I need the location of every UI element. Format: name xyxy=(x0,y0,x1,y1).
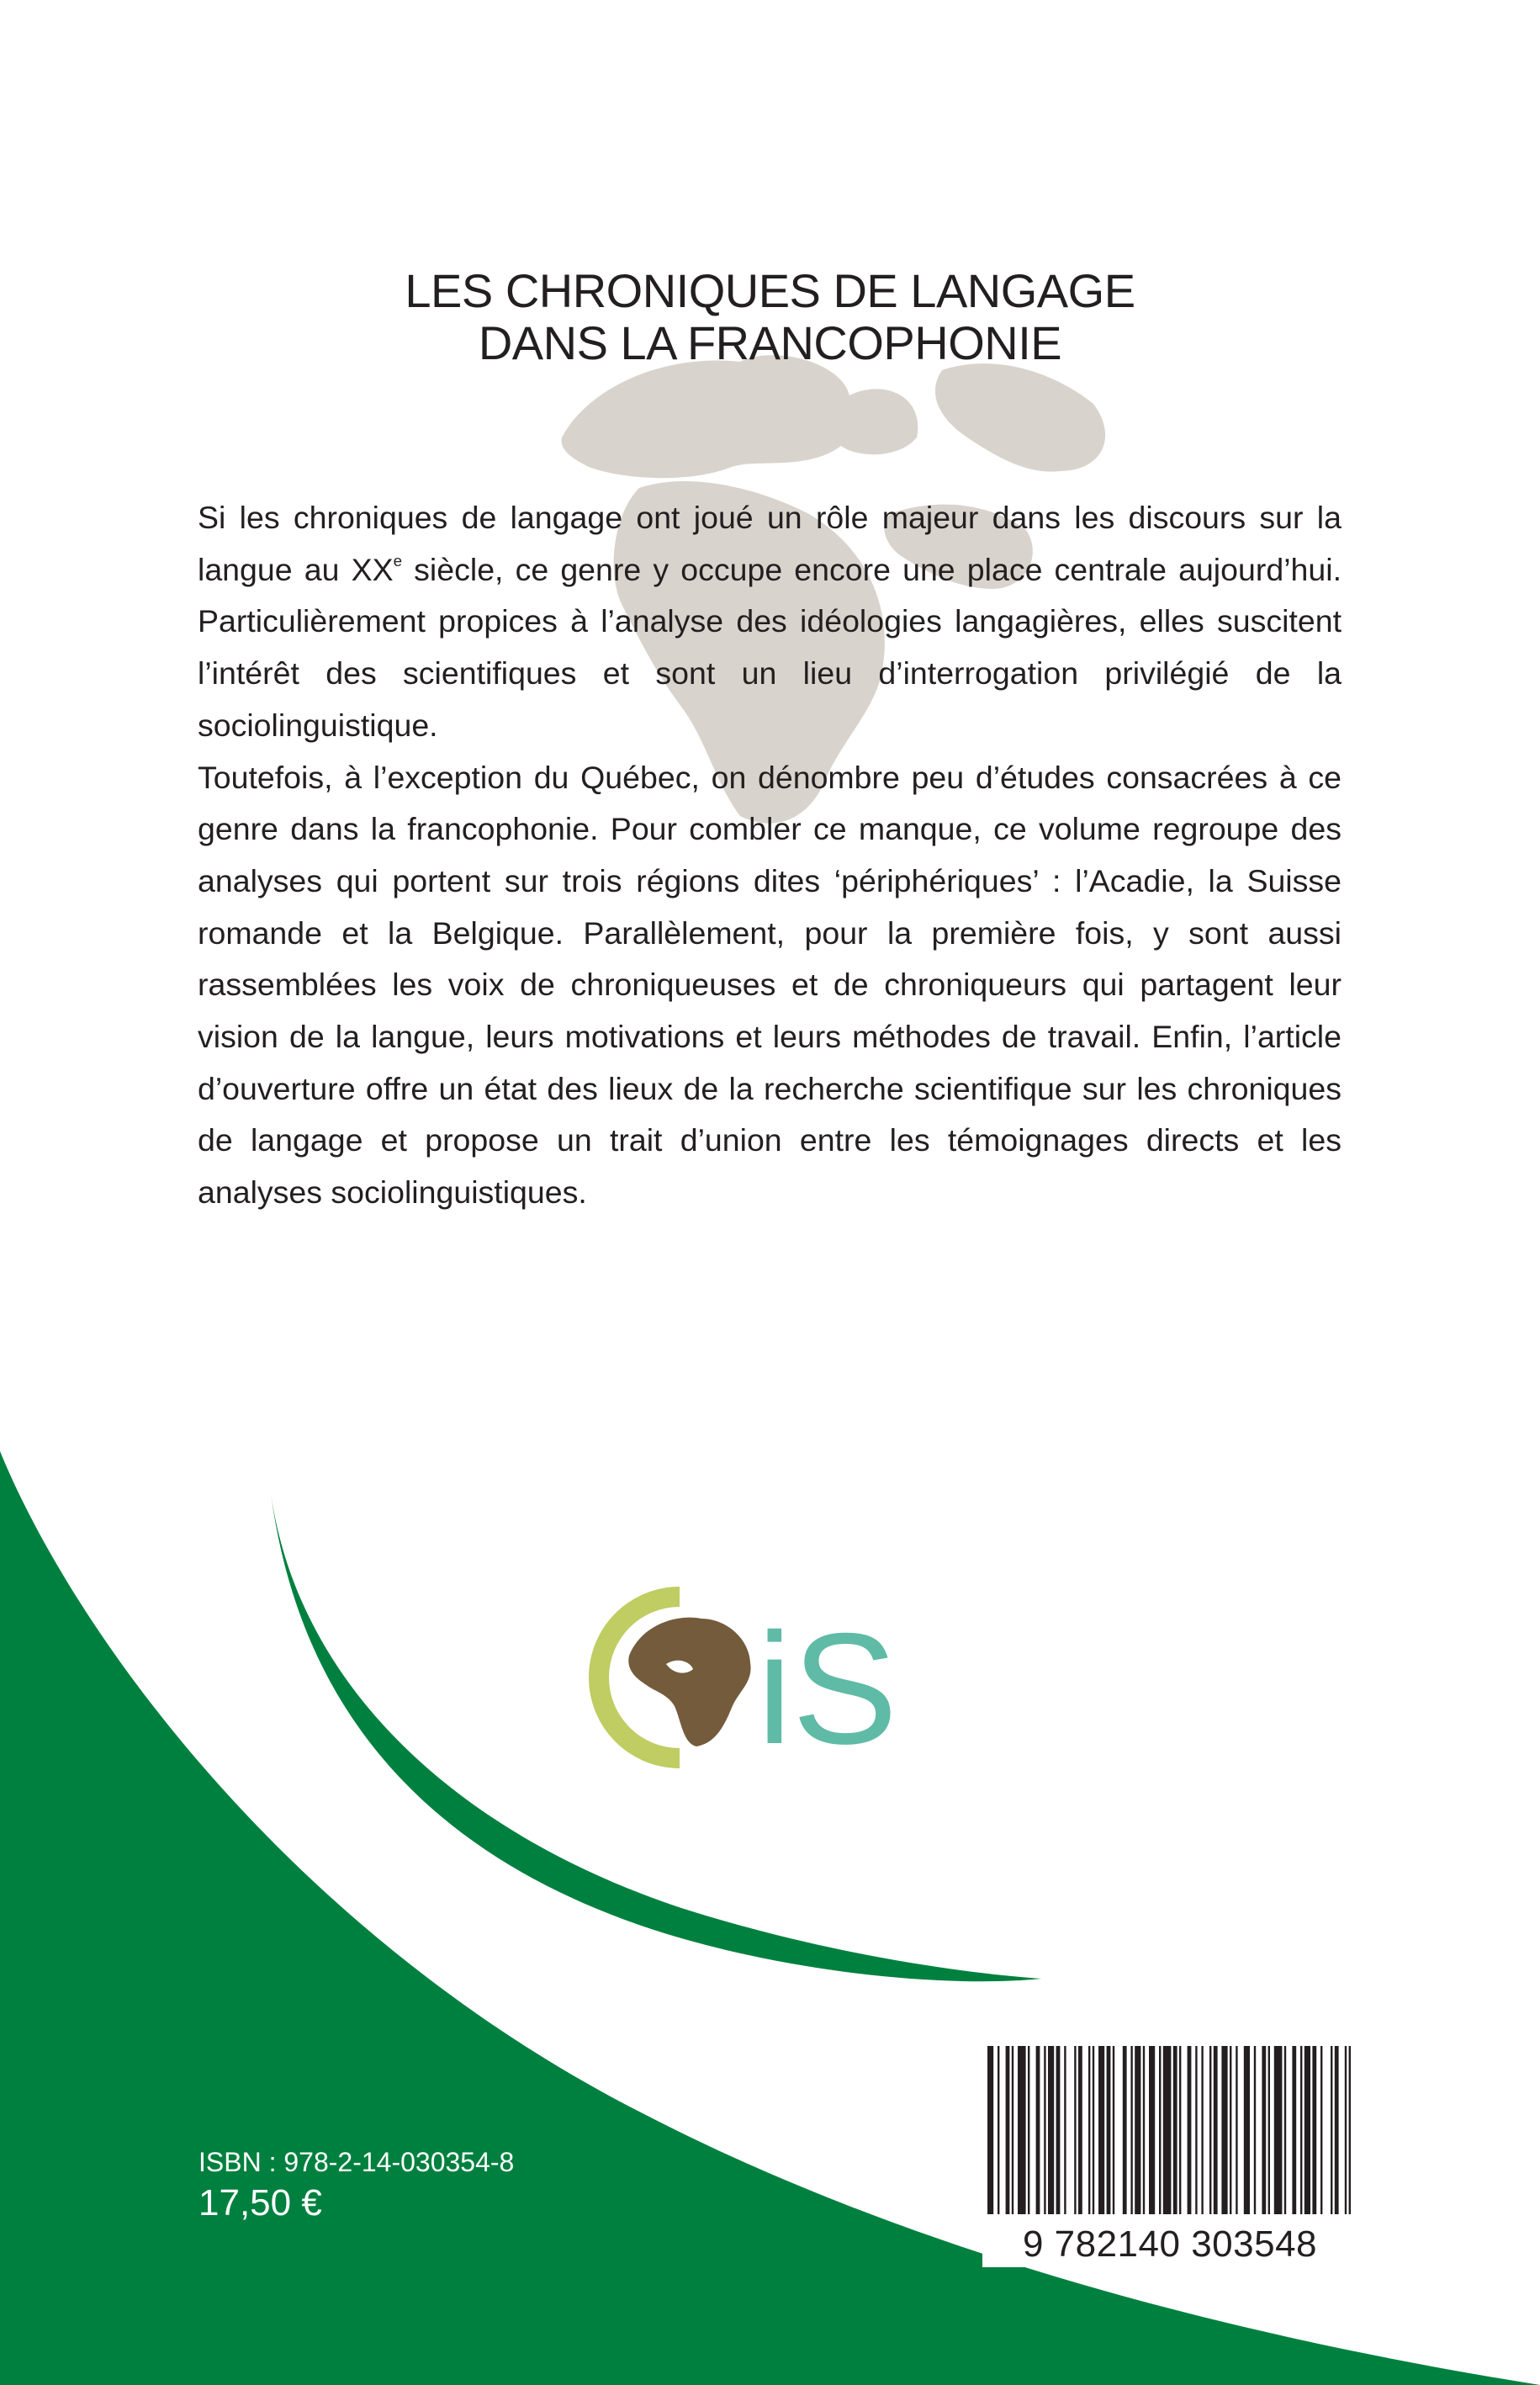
barcode-bar xyxy=(1044,2046,1045,2214)
barcode-bar xyxy=(1292,2046,1296,2214)
barcode-bar xyxy=(1349,2046,1351,2214)
barcode-bar xyxy=(1320,2046,1322,2214)
barcode-bar xyxy=(1135,2046,1140,2214)
barcode-bar xyxy=(1113,2046,1114,2214)
barcode-bar xyxy=(1078,2046,1082,2214)
barcode-box xyxy=(982,2036,1358,2267)
barcode-digits: 9 782140 303548 xyxy=(1022,2223,1318,2265)
barcode-bar xyxy=(1254,2046,1256,2214)
barcode-bar xyxy=(1012,2046,1013,2214)
barcode-bar xyxy=(1088,2046,1090,2214)
barcode-bar xyxy=(1312,2046,1316,2214)
barcode-bar xyxy=(1284,2046,1286,2214)
barcode-bar xyxy=(1006,2046,1010,2214)
barcode-bar xyxy=(1143,2046,1145,2214)
barcode-bar xyxy=(1331,2046,1332,2214)
barcode-bar xyxy=(1268,2046,1270,2214)
barcode-bar xyxy=(1274,2046,1283,2214)
barcode-bar xyxy=(1018,2046,1026,2214)
barcode-bar xyxy=(1028,2046,1029,2214)
logo-globe-icon xyxy=(621,1612,752,1746)
barcode-bar xyxy=(1335,2046,1339,2214)
barcode-bar xyxy=(1179,2046,1181,2214)
book-title-line-2: DANS LA FRANCOPHONIE xyxy=(478,316,1062,369)
barcode-bar xyxy=(1221,2046,1227,2214)
barcode-bar xyxy=(1159,2046,1161,2214)
barcode-bar xyxy=(1173,2046,1177,2214)
barcode-bar xyxy=(1149,2046,1155,2214)
barcode-bar xyxy=(1236,2046,1237,2214)
barcode-bar xyxy=(998,2046,999,2214)
barcode-bar xyxy=(1345,2046,1347,2214)
barcode-bar xyxy=(1201,2046,1203,2214)
barcode-bar xyxy=(1244,2046,1250,2214)
price-label: 17,50 € xyxy=(198,2182,322,2223)
barcode-bar xyxy=(1123,2046,1127,2214)
barcode-bar xyxy=(1056,2046,1061,2214)
summary-p1-end: siècle, ce genre y occupe encore une place centrale aujourd’hui. Particulièrement propices à l’analyse des idéologies langagières, elles suscitent l’intérêt des scientifiques et sont un lieu d’interrogation privilégié de la sociolinguistique. xyxy=(198,551,1342,743)
summary-p1-start: Si les chroniques de langage ont joué un rôle majeur dans les discours sur la langue au XX xyxy=(198,500,1342,587)
summary-paragraph-1 xyxy=(198,492,1342,752)
logo-text-is: iS xyxy=(757,1600,898,1777)
century-superscript: e xyxy=(393,551,403,570)
cis-logo xyxy=(589,1548,942,1800)
barcode-bar xyxy=(1214,2046,1218,2214)
book-summary xyxy=(198,492,1342,1219)
barcode-bar xyxy=(987,2046,993,2214)
barcode-bar xyxy=(1262,2046,1266,2214)
barcode-image xyxy=(982,2036,1358,2267)
barcode-bar xyxy=(1074,2046,1076,2214)
isbn-label: ISBN : 978-2-14-030354-8 xyxy=(198,2147,515,2177)
barcode-bar xyxy=(1163,2046,1172,2214)
barcode-bar xyxy=(1064,2046,1066,2214)
summary-paragraph-2: Toutefois, à l’exception du Québec, on dénombre peu d’études consacrées à ce genre dans la francophonie. Pour combler ce manque, ce volume regroupe des analyses qui portent sur trois régions dites ‘périphériques’ : l’Acadie, la Suisse romande et la Belgique. Parallèlement, pour la première fois, y sont aussi rassemblées les voix de chroniqueuses et de chroniqueurs qui partagent leur vision de la langue, leurs motivations et leurs méthodes de travail. Enfin, l’article d’ouverture offre un état des lieux de la recherche scientifique sur les chroniques de langage et propose un trait d’union entre les témoignages directs et les analyses sociolinguistiques. xyxy=(198,759,1342,1211)
barcode-bar xyxy=(1036,2046,1040,2214)
barcode-bar xyxy=(1048,2046,1054,2214)
barcode-bar xyxy=(1300,2046,1302,2214)
barcode-bar xyxy=(1130,2046,1132,2214)
book-title-line-1: LES CHRONIQUES DE LANGAGE xyxy=(405,264,1135,317)
barcode-bar xyxy=(1093,2046,1094,2214)
barcode-bar xyxy=(1230,2046,1231,2214)
barcode-bar xyxy=(1195,2046,1197,2214)
barcode-bar xyxy=(1305,2046,1310,2214)
barcode-bars xyxy=(987,2046,1351,2214)
barcode-bar xyxy=(1107,2046,1111,2214)
barcode-bar xyxy=(1209,2046,1211,2214)
barcode-bar xyxy=(1098,2046,1104,2214)
barcode-bar xyxy=(1188,2046,1192,2214)
